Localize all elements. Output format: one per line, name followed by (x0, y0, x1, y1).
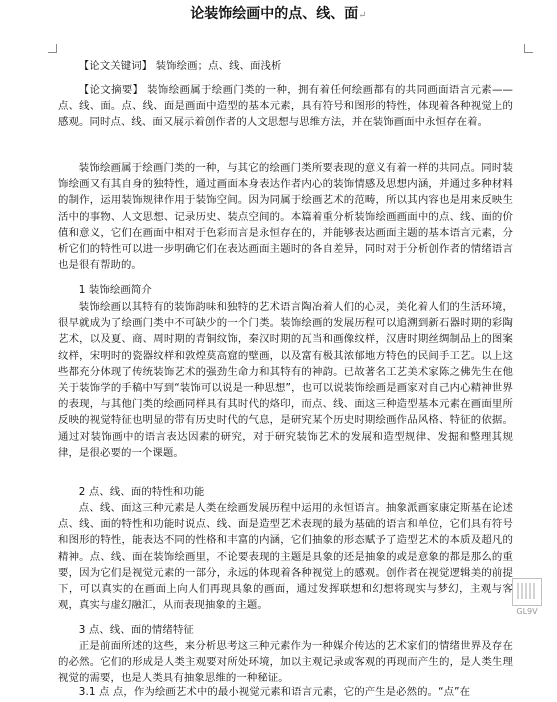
building-icon (512, 578, 542, 606)
section-2-heading: 2 点、线、面的特性和功能 (78, 486, 205, 498)
crop-mark-icon (48, 44, 57, 53)
document-title (0, 6, 557, 24)
section-1-body: 装饰绘画以其特有的装饰韵味和独特的艺术语言陶冶着人们的心灵，美化着人们的生活环境，很早就成为了绘画门类中不可缺少的一个门类。装饰绘画的发展历程可以追溯到新石器时期的彩陶艺术，以及夏、商、周时期的青铜纹饰，秦汉时期的瓦当和画像纹样，汉唐时期丝绸制品上的图案纹样，宋明时的瓷器纹样和敦煌莫高窟的壁画，以及富有极其浓郁地方特色的民间手工艺。以上这些都充分体现了传统装饰艺术的强劲生命力和其特有的神韵。已故著名工艺美术家陈之佛先生在他关于装饰学的手稿中写到“装饰可以说是一种思想”，也可以说装饰绘画是画家对自己内心精神世界的表现，与其他门类的绘画同样具有其时代的烙印，而点、线、面这三种造型基本元素在画面里所反映的视觉特征也明显的带有历史时代的气息，是研究某个历史时期绘画作品风格、特征的依据。通过对装饰画中的语言表达因素的研究，对于研究装饰艺术的发展和造型规律、发掘和整理其规律，是很必要的一个课题。 (58, 301, 513, 459)
intro-paragraph: 装饰绘画属于绘画门类的一种，与其它的绘画门类所要表现的意义有着一样的共同点。同时装饰绘画又有其自身的独特性，通过画面本身表达作者内心的装饰情感及思想内涵，并通过多种材料的制作，运用装饰规律作用于装饰空间。因为同属于绘画艺术的范畴，所以其内容也是用来反映生活中的事物、人文思想、记录历史、装点空间的。本篇着重分析装饰绘画画面中的点、线、面的价值和意义，它们在画面中相对于色彩而言是永恒存在的，并能够表达画面主题的基本语言元素，分析它们的特性可以进一步明确它们在表达画面主题时的各自差异，同时对于分析创作者的情绪语言也是很有帮助的。 (58, 162, 513, 272)
section-3-heading: 3 点、线、面的情绪特征 (78, 624, 194, 636)
crop-mark-icon (524, 44, 533, 53)
section-3-1-line: 3.1 点 点，作为绘画艺术中的最小视觉元素和语言元素，它的产生是必然的。“点”在 (78, 686, 471, 698)
watermark-logo (507, 578, 547, 616)
abstract-paragraph: 【论文摘要】 装饰绘画属于绘画门类的一种，拥有着任何绘画都有的共同画面语言元素——点、线、面。点、线、面是画面中造型的基本元素，具有符号和图形的特性，体现着各种视觉上的感观。同时点、线、面又展示着创作者的人文思想与思维方法，并在装饰画面中永恒存在着。 (58, 84, 513, 129)
section-3-body: 正是前面所述的这些，来分析思考这三种元素作为一种媒介传达的艺术家们的情绪世界及存在的必然。它们的形成是人类主观要对所处环境，加以主观记录或客观的再现而产生的，是人类生理视觉的需要，也是人类具有抽象思维的一种秘证。 (58, 640, 513, 685)
watermark-text: GL9V (516, 607, 538, 616)
title-text: 论装饰绘画中的点、线、面 (190, 6, 359, 22)
keywords-paragraph: 【论文关键词】 装饰绘画；点、线、面浅析 (78, 60, 282, 72)
section-2-body: 点、线、面这三种元素是人类在绘画发展历程中运用的永恒语言。抽象派画家康定斯基在论述点、线、面的特性和功能时说点、线、面是造型艺术表现的最为基础的语言和单位，它们具有符号和图形的特性，能表达不同的性格和丰富的内涵，它们抽象的形态赋予了造型艺术的本质及超凡的精神。点、线、面在装饰绘画里，不论要表现的主题是具象的还是抽象的或是意象的都是那么的重要，因为它们是视觉元素的一部分，永远的体现着各种视觉上的感观。创作者在视觉逻辑美的前提下，可以真实的在画面上向人们再现具象的画面，通过发挥联想和幻想将现实与梦幻，主观与客观，真实与虚幻融汇，从而表现抽象的主题。 (58, 502, 513, 612)
section-1-heading: 1 装饰绘画简介 (78, 284, 152, 296)
paragraph-mark-icon: ↵ (358, 10, 367, 21)
